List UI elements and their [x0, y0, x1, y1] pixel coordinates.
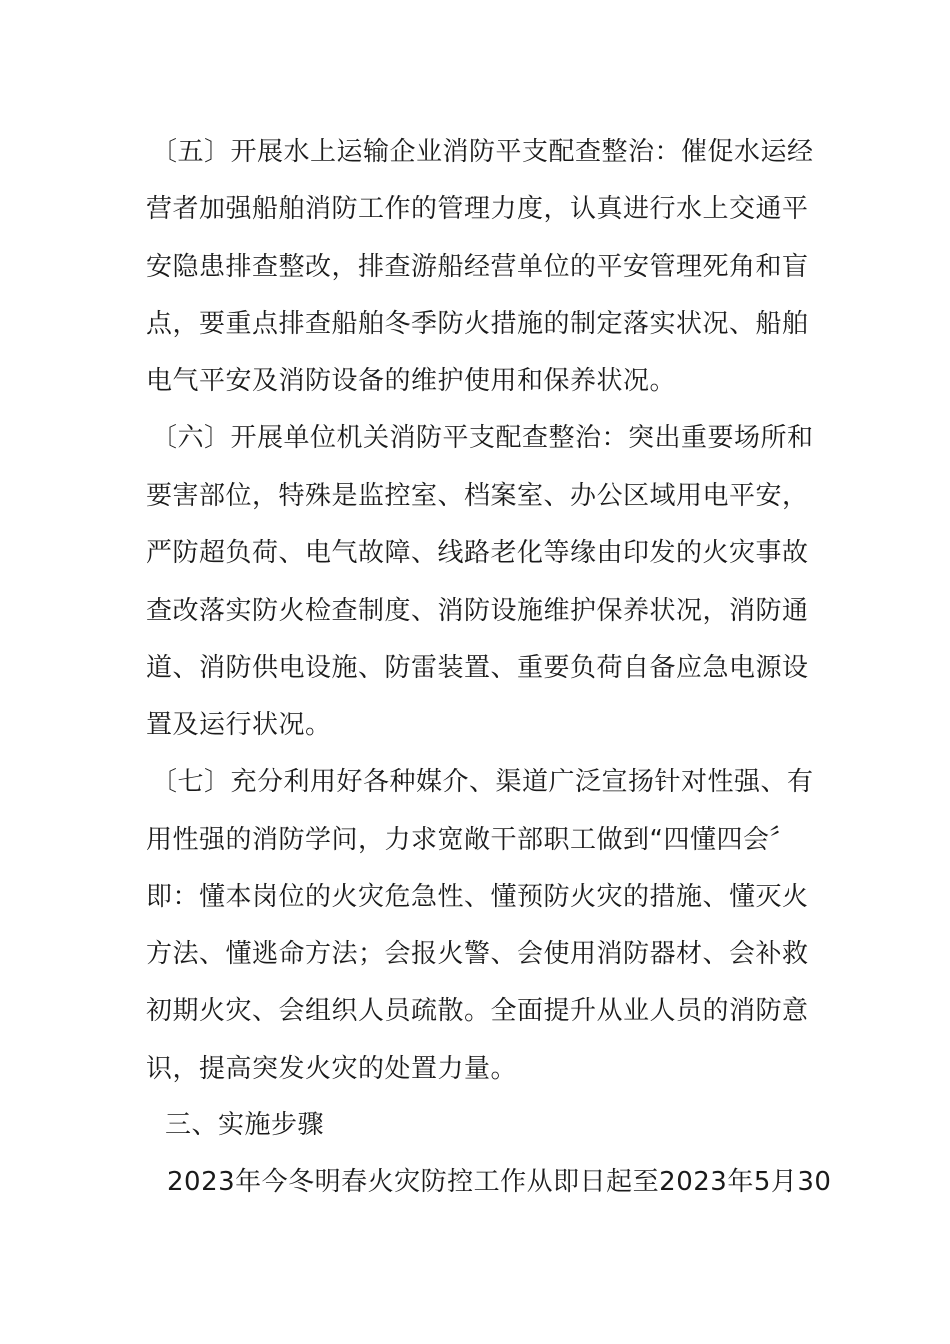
- paragraph-5-line-3: 安隐患排查整改，排查游船经营单位的平安管理死角和盲: [146, 252, 809, 282]
- paragraph-7-line-6: 识，提高突发火灾的处置力量。: [146, 1054, 518, 1084]
- paragraph-7-line-3: 即：懂本岗位的火灾危急性、懂预防火灾的措施、懂灭火: [146, 882, 809, 912]
- paragraph-6-line-6: 置及运行状况。: [146, 710, 332, 740]
- paragraph-5-line-2: 营者加强船舶消防工作的管理力度，认真进行水上交通平: [146, 194, 809, 224]
- implementation-paragraph-line-1: 2023年今冬明春火灾防控工作从即日起至2023年5月30: [167, 1167, 832, 1197]
- paragraph-6-line-5: 道、消防供电设施、防雷装置、重要负荷自备应急电源设: [146, 653, 809, 683]
- paragraph-6-line-4: 查改落实防火检查制度、消防设施维护保养状况，消防通: [146, 596, 809, 626]
- paragraph-7-line-4: 方法、懂逃命方法；会报火警、会使用消防器材、会补救: [146, 939, 809, 969]
- paragraph-7-line-2: 用性强的消防学问，力求宽敞干部职工做到“四懂四会〞: [146, 825, 796, 855]
- paragraph-5-line-5: 电气平安及消防设备的维护使用和保养状况。: [146, 366, 677, 396]
- paragraph-7-line-1: 〔七〕充分利用好各种媒介、渠道广泛宣扬针对性强、有: [151, 767, 814, 797]
- paragraph-5-line-1: 〔五〕开展水上运输企业消防平支配查整治：催促水运经: [151, 137, 814, 167]
- paragraph-6-line-2: 要害部位，特殊是监控室、档案室、办公区域用电平安，: [146, 481, 809, 511]
- paragraph-6-line-1: 〔六〕开展单位机关消防平支配查整治：突出重要场所和: [151, 423, 814, 453]
- section-heading-implementation-steps: 三、实施步骤: [165, 1110, 325, 1140]
- paragraph-6-line-3: 严防超负荷、电气故障、线路老化等缘由印发的火灾事故: [146, 538, 809, 568]
- paragraph-7-line-5: 初期火灾、会组织人员疏散。全面提升从业人员的消防意: [146, 996, 809, 1026]
- paragraph-5-line-4: 点，要重点排查船舶冬季防火措施的制定落实状况、船舶: [146, 309, 809, 339]
